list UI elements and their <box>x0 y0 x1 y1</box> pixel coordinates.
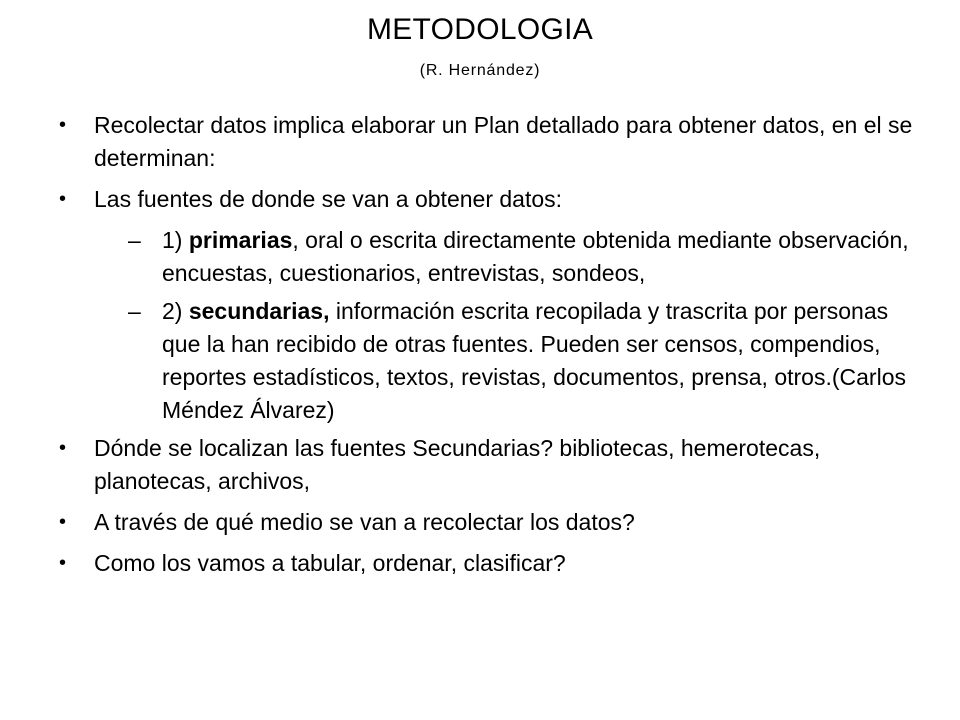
sub-bullet-bold-term: secundarias, <box>188 298 330 324</box>
sub-bullet-text: , oral o escrita directamente obtenida mediante observación, encuestas, cuestionarios, entrevistas, sondeos, <box>162 227 909 286</box>
bullet-marker: • <box>59 188 67 210</box>
bullet-text: Recolectar datos implica elaborar un Plan detallado para obtener datos, en el se determinan: <box>94 112 913 171</box>
slide-title: METODOLOGIA <box>366 13 594 46</box>
bullet-text: Las fuentes de donde se van a obtener datos: <box>94 186 563 212</box>
bullet-item <box>54 109 914 175</box>
slide-subtitle: (R. Hernández) <box>419 62 541 79</box>
sub-bullet-item <box>128 224 914 290</box>
bullet-item <box>54 432 914 498</box>
bullet-item <box>54 183 914 216</box>
sub-bullet-prefix: 1) <box>162 227 189 253</box>
sub-bullet-text: información escrita recopilada y trascrita por personas que la han recibido de otras fuentes. Pueden ser censos, compendios, reportes estadísticos, textos, revistas, documentos, prensa, otros.(Carlos Méndez Álvarez) <box>162 298 906 423</box>
sub-bullet-prefix: 2) <box>162 298 189 324</box>
dash-marker: – <box>128 227 141 253</box>
sub-bullet-item <box>128 295 914 427</box>
sub-bullet-bold-term: primarias <box>188 227 293 253</box>
bullet-marker: • <box>59 437 67 459</box>
bullet-text: Dónde se localizan las fuentes Secundarias? bibliotecas, hemerotecas, planotecas, archivos, <box>94 435 821 494</box>
dash-marker: – <box>128 298 141 324</box>
bullet-text: A través de qué medio se van a recolectar los datos? <box>94 509 635 535</box>
slide-body <box>54 109 914 588</box>
bullet-item <box>54 547 914 580</box>
bullet-marker: • <box>59 511 67 533</box>
bullet-text: Como los vamos a tabular, ordenar, clasificar? <box>94 550 566 576</box>
bullet-marker: • <box>59 114 67 136</box>
bullet-item <box>54 506 914 539</box>
bullet-marker: • <box>59 552 67 574</box>
